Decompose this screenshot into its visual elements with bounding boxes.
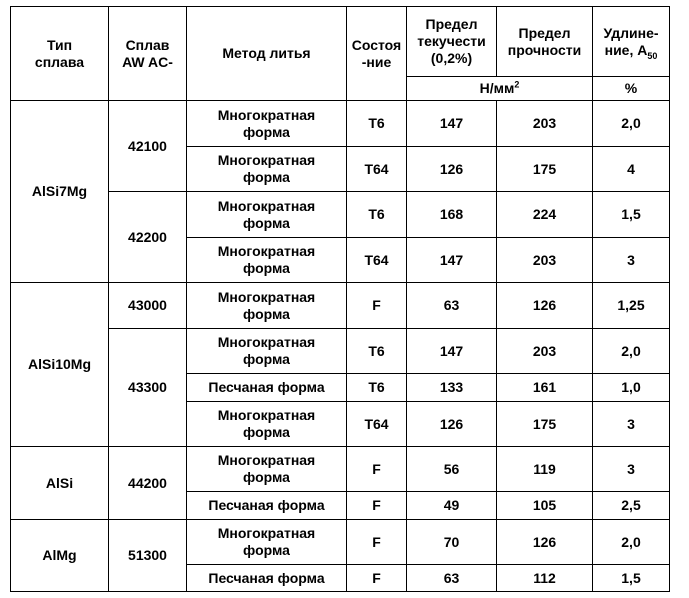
tensile-cell: 224: [497, 192, 593, 238]
state-cell: F: [347, 492, 407, 520]
method-cell: Многократная форма: [187, 238, 347, 283]
table-row: [11, 447, 670, 492]
alloy-code-cell: 43000: [109, 283, 187, 329]
yield-cell: 133: [407, 374, 497, 402]
method-cell: Песчаная форма: [187, 565, 347, 592]
table-row: [11, 101, 670, 147]
yield-cell: 63: [407, 565, 497, 592]
state-cell: T6: [347, 101, 407, 147]
state-cell: T64: [347, 402, 407, 447]
alloy-code-cell: 51300: [109, 520, 187, 592]
state-cell: F: [347, 520, 407, 565]
elongation-cell: 2,0: [593, 520, 670, 565]
tensile-cell: 105: [497, 492, 593, 520]
method-cell: Многократная форма: [187, 192, 347, 238]
yield-cell: 147: [407, 238, 497, 283]
elongation-cell: 1,25: [593, 283, 670, 329]
tensile-cell: 203: [497, 329, 593, 374]
method-cell: Многократная форма: [187, 147, 347, 192]
elongation-cell: 4: [593, 147, 670, 192]
alloy-code-cell: 42100: [109, 101, 187, 192]
yield-cell: 49: [407, 492, 497, 520]
tensile-cell: 126: [497, 520, 593, 565]
method-cell: Многократная форма: [187, 101, 347, 147]
tensile-cell: 161: [497, 374, 593, 402]
table-row: [11, 192, 670, 238]
method-cell: Песчаная форма: [187, 374, 347, 402]
yield-cell: 70: [407, 520, 497, 565]
table-row: [11, 283, 670, 329]
header-row: [11, 7, 670, 77]
yield-cell: 147: [407, 101, 497, 147]
unit-stress-label: Н/мм: [479, 80, 515, 96]
elongation-cell: 3: [593, 447, 670, 492]
header-alloy-code: Сплав AW AC-: [109, 7, 187, 101]
elongation-cell: 1,5: [593, 192, 670, 238]
alloy-type-cell: AlMg: [11, 520, 109, 592]
yield-cell: 56: [407, 447, 497, 492]
method-cell: Многократная форма: [187, 520, 347, 565]
elongation-cell: 2,0: [593, 101, 670, 147]
state-cell: T6: [347, 329, 407, 374]
alloy-code-cell: 42200: [109, 192, 187, 283]
header-elongation-label: Удлине- ние, A: [603, 24, 659, 58]
elongation-cell: 3: [593, 402, 670, 447]
method-cell: Многократная форма: [187, 283, 347, 329]
header-yield-strength: Предел текучести (0,2%): [407, 7, 497, 77]
method-cell: Песчаная форма: [187, 492, 347, 520]
alloy-code-cell: 44200: [109, 447, 187, 520]
header-elongation-subscript: 50: [647, 50, 658, 61]
elongation-cell: 1,0: [593, 374, 670, 402]
yield-cell: 168: [407, 192, 497, 238]
yield-cell: 126: [407, 147, 497, 192]
unit-elongation: %: [593, 77, 670, 101]
table-row: [11, 329, 670, 374]
tensile-cell: 112: [497, 565, 593, 592]
state-cell: F: [347, 283, 407, 329]
state-cell: T64: [347, 147, 407, 192]
unit-stress: [407, 77, 593, 101]
elongation-cell: 2,0: [593, 329, 670, 374]
state-cell: T6: [347, 192, 407, 238]
yield-cell: 126: [407, 402, 497, 447]
alloy-type-cell: AlSi10Mg: [11, 283, 109, 447]
state-cell: F: [347, 447, 407, 492]
method-cell: Многократная форма: [187, 402, 347, 447]
header-alloy-type: Тип сплава: [11, 7, 109, 101]
alloy-type-cell: AlSi7Mg: [11, 101, 109, 283]
yield-cell: 63: [407, 283, 497, 329]
alloy-properties-table: [10, 6, 670, 592]
alloy-type-cell: AlSi: [11, 447, 109, 520]
header-state: Состоя -ние: [347, 7, 407, 101]
method-cell: Многократная форма: [187, 329, 347, 374]
header-casting-method: Метод литья: [187, 7, 347, 101]
tensile-cell: 175: [497, 147, 593, 192]
tensile-cell: 203: [497, 101, 593, 147]
header-tensile-strength: Предел прочности: [497, 7, 593, 77]
alloy-code-cell: 43300: [109, 329, 187, 447]
state-cell: T64: [347, 238, 407, 283]
tensile-cell: 175: [497, 402, 593, 447]
elongation-cell: 1,5: [593, 565, 670, 592]
tensile-cell: 203: [497, 238, 593, 283]
table-row: [11, 520, 670, 565]
state-cell: T6: [347, 374, 407, 402]
state-cell: F: [347, 565, 407, 592]
method-cell: Многократная форма: [187, 447, 347, 492]
elongation-cell: 3: [593, 238, 670, 283]
elongation-cell: 2,5: [593, 492, 670, 520]
unit-stress-superscript: 2: [514, 79, 520, 90]
yield-cell: 147: [407, 329, 497, 374]
tensile-cell: 119: [497, 447, 593, 492]
header-elongation: [593, 7, 670, 77]
tensile-cell: 126: [497, 283, 593, 329]
